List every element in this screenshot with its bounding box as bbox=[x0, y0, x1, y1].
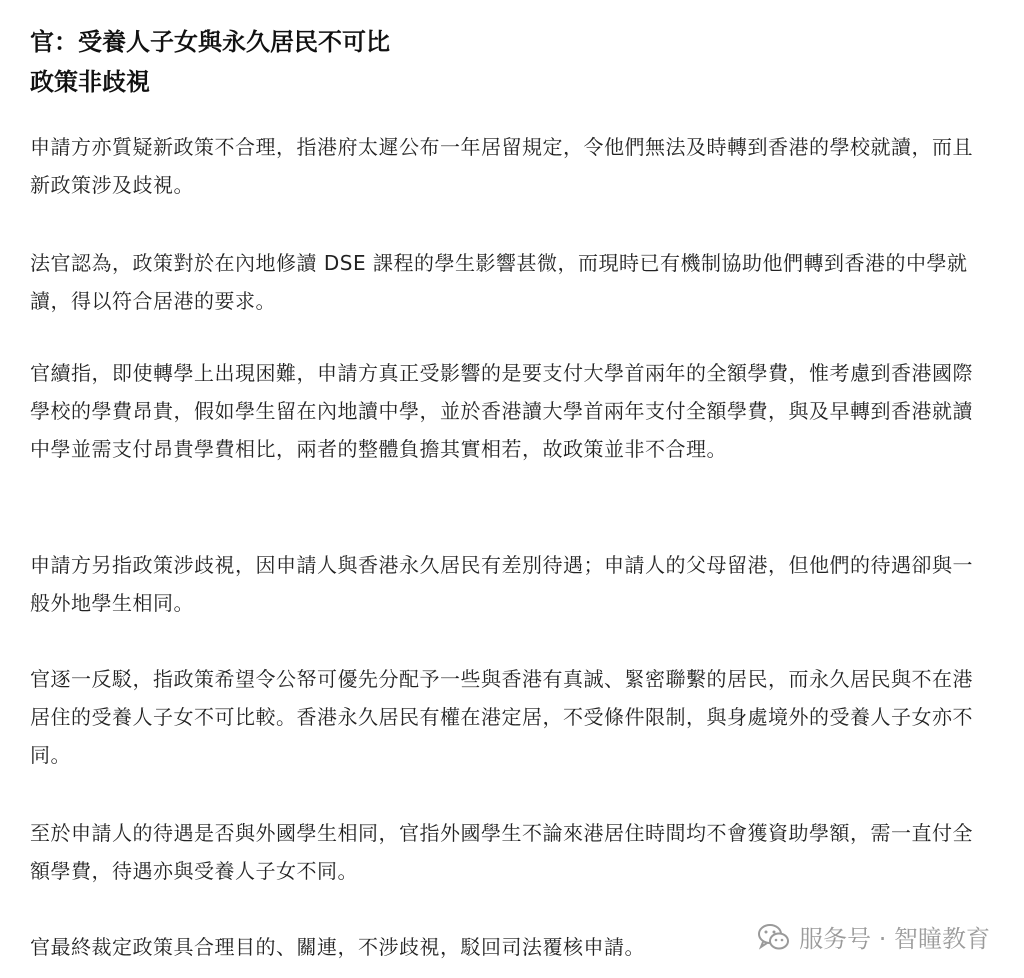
paragraph-2: 法官認為，政策對於在內地修讀 DSE 課程的學生影響甚微，而現時已有機制協助他們轉到香港的中學就讀，得以符合居港的要求。 bbox=[30, 251, 968, 313]
article-headline bbox=[30, 22, 990, 102]
watermark bbox=[753, 917, 994, 956]
watermark-text: 服务号 · 智瞳教育 bbox=[799, 925, 990, 953]
paragraph-6: 至於申請人的待遇是否與外國學生相同，官指外國學生不論來港居住時間均不會獲資助學額，需一直付全額學費，待遇亦與受養人子女不同。 bbox=[30, 821, 973, 883]
wechat-icon bbox=[757, 922, 791, 952]
paragraph-4: 申請方另指政策涉歧視，因申請人與香港永久居民有差別待遇；申請人的父母留港，但他們的待遇卻與一般外地學生相同。 bbox=[30, 553, 973, 615]
paragraph-3: 官續指，即使轉學上出現困難，申請方真正受影響的是要支付大學首兩年的全額學費，惟考慮到香港國際學校的學費昂貴，假如學生留在內地讀中學，並於香港讀大學首兩年支付全額學費，與及早轉到香港就讀中學並需支付昂貴學費相比，兩者的整體負擔其實相若，故政策並非不合理。 bbox=[30, 361, 973, 461]
headline-line-2: 政策非歧視 bbox=[30, 68, 150, 96]
paragraph-7: 官最終裁定政策具合理目的、關連，不涉歧視，駁回司法覆核申請。 bbox=[30, 935, 645, 959]
headline-line-1: 官：受養人子女與永久居民不可比 bbox=[30, 28, 390, 56]
paragraph-1: 申請方亦質疑新政策不合理，指港府太遲公布一年居留規定，令他們無法及時轉到香港的學校就讀，而且新政策涉及歧視。 bbox=[30, 135, 973, 197]
paragraph-5: 官逐一反駁，指政策希望令公帑可優先分配予一些與香港有真誠、緊密聯繫的居民，而永久居民與不在港居住的受養人子女不可比較。香港永久居民有權在港定居，不受條件限制，與身處境外的受養人子女亦不同。 bbox=[30, 667, 973, 767]
